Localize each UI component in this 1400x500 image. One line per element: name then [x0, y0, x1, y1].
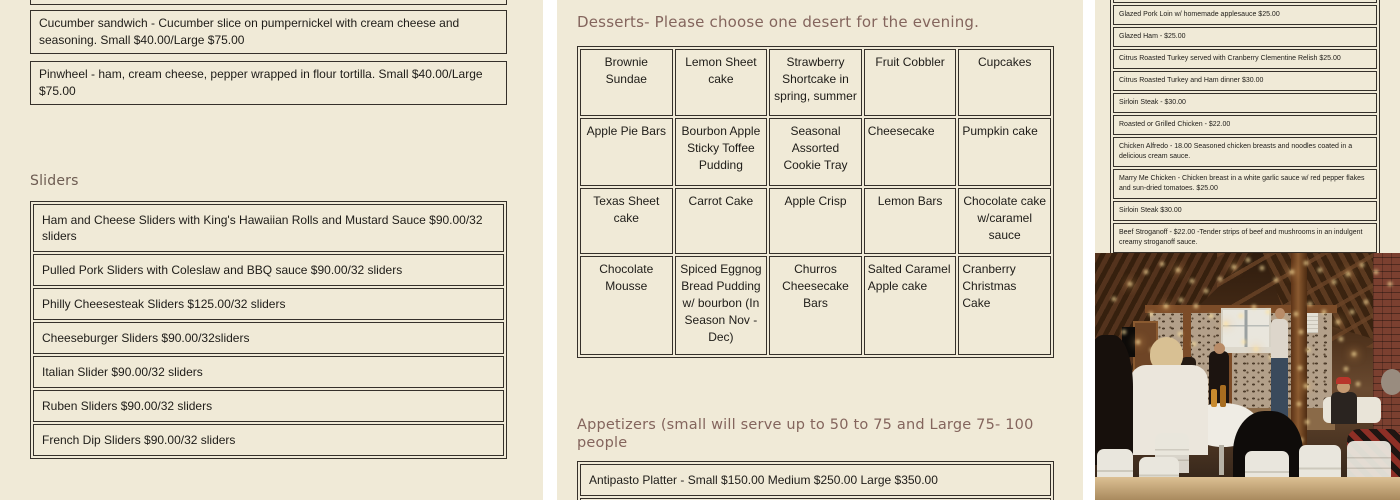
menu-item-pinwheel: Pinwheel - ham, cream cheese, pepper wrapped in flour tortilla. Small $40.00/Large $75.00	[30, 61, 507, 105]
venue-photo	[1095, 253, 1400, 500]
bottle	[1220, 385, 1226, 407]
bottle	[1211, 389, 1217, 407]
slider-row: Cheeseburger Sliders $90.00/32sliders	[33, 322, 504, 354]
entree-row: Beef Stroganoff - $22.00 -Tender strips of beef and mushrooms in an indulgent creamy stroganoff sauce.	[1113, 223, 1377, 253]
window	[1221, 308, 1271, 349]
desserts-table-row	[580, 118, 1051, 186]
table-leg	[1219, 445, 1224, 475]
entree-row: Sirloin Steak $30.00	[1113, 201, 1377, 221]
seated-guest-red-cap	[1331, 392, 1357, 424]
dessert-cell: Cranberry Christmas Cake	[958, 256, 1051, 355]
desserts-table-row	[580, 188, 1051, 254]
guest-silhouette-left	[1095, 335, 1133, 465]
dessert-cell: Lemon Bars	[864, 188, 957, 254]
band-guitarist-head	[1214, 343, 1225, 354]
desserts-table	[577, 46, 1054, 358]
dessert-cell: Carrot Cake	[675, 188, 768, 254]
entree-row: Roasted or Grilled Chicken - $22.00	[1113, 115, 1377, 135]
slider-row: Italian Slider $90.00/32 sliders	[33, 356, 504, 388]
foreground-table-edge	[1095, 477, 1400, 500]
slider-row: Philly Cheesesteak Sliders $125.00/32 sliders	[33, 288, 504, 320]
slider-row: Pulled Pork Sliders with Coleslaw and BBQ sauce $90.00/32 sliders	[33, 254, 504, 286]
dessert-cell: Churros Cheesecake Bars	[769, 256, 862, 355]
slider-row: French Dip Sliders $90.00/32 sliders	[33, 424, 504, 456]
sliders-table	[30, 201, 507, 459]
entree-row: Chicken Alfredo - 18.00 Seasoned chicken breasts and noodles coated in a delicious cream sauce.	[1113, 137, 1377, 167]
sliders-heading: Sliders	[30, 173, 79, 189]
dessert-cell: Lemon Sheet cake	[675, 49, 768, 116]
entree-row: Glazed Pork Loin w/ homemade applesauce $25.00	[1113, 5, 1377, 25]
cropped-row-top-right	[1113, 0, 1377, 3]
menu-page-middle	[557, 0, 1083, 500]
standing-guest-head	[1275, 308, 1285, 319]
dessert-cell: Apple Pie Bars	[580, 118, 673, 186]
menu-item-cucumber-sandwich: Cucumber sandwich - Cucumber slice on pumpernickel with cream cheese and seasoning. Small $40.00/Large $75.00	[30, 10, 507, 54]
desserts-table-row	[580, 256, 1051, 355]
white-chair	[1347, 441, 1391, 481]
entree-row: Sirloin Steak - $30.00	[1113, 93, 1377, 113]
desserts-heading: Desserts- Please choose one desert for the evening.	[577, 13, 980, 31]
entrees-table	[1110, 0, 1380, 280]
dessert-cell: Chocolate cake w/caramel sauce	[958, 188, 1051, 254]
dessert-cell: Strawberry Shortcake in spring, summer	[769, 49, 862, 116]
dessert-cell: Chocolate Mousse	[580, 256, 673, 355]
dessert-cell: Fruit Cobbler	[864, 49, 957, 116]
dessert-cell: Bourbon Apple Sticky Toffee Pudding	[675, 118, 768, 186]
appetizers-heading: Appetizers (small will serve up to 50 to 75 and Large 75- 100 people	[577, 417, 1034, 451]
cropped-row-top-left	[30, 0, 507, 5]
dessert-cell: Apple Crisp	[769, 188, 862, 254]
standing-guest	[1271, 319, 1288, 359]
entree-row: Glazed Ham - $25.00	[1113, 27, 1377, 47]
guest-gray-hair	[1381, 369, 1400, 395]
dessert-cell: Cupcakes	[958, 49, 1051, 116]
slider-row: Ruben Sliders $90.00/32 sliders	[33, 390, 504, 422]
appetizers-table	[577, 461, 1054, 500]
string-lights	[1095, 253, 1097, 255]
dessert-cell: Spiced Eggnog Bread Pudding w/ bourbon (In Season Nov - Dec)	[675, 256, 768, 355]
red-cap	[1336, 377, 1351, 384]
entree-row: Citrus Roasted Turkey and Ham dinner $30.00	[1113, 71, 1377, 91]
desserts-table-row	[580, 49, 1051, 116]
dessert-cell: Seasonal Assorted Cookie Tray	[769, 118, 862, 186]
dessert-cell: Brownie Sundae	[580, 49, 673, 116]
entree-row: Marry Me Chicken - Chicken breast in a white garlic sauce w/ red pepper flakes and sun-dried tomatoes. $25.00	[1113, 169, 1377, 199]
menu-page-left	[0, 0, 543, 500]
appetizer-row: Antipasto Platter - Small $150.00 Medium $250.00 Large $350.00	[580, 464, 1051, 496]
slider-row: Ham and Cheese Sliders with King's Hawaiian Rolls and Mustard Sauce $90.00/32 sliders	[33, 204, 504, 252]
menu-page-right	[1095, 0, 1400, 500]
dessert-cell: Cheesecake	[864, 118, 957, 186]
dessert-cell: Salted Caramel Apple cake	[864, 256, 957, 355]
dessert-cell: Texas Sheet cake	[580, 188, 673, 254]
dessert-cell: Pumpkin cake	[958, 118, 1051, 186]
entree-row: Citrus Roasted Turkey served with Cranberry Clementine Relish $25.00	[1113, 49, 1377, 69]
